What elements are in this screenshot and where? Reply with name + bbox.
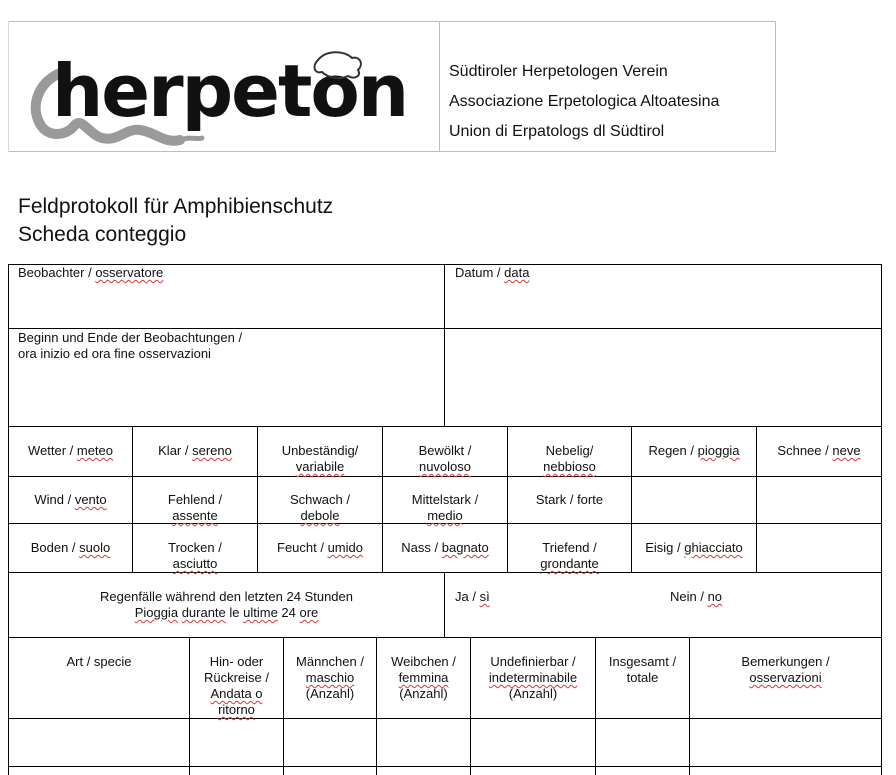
wind-empty-cell-2[interactable] — [757, 477, 881, 523]
wind-option-absent[interactable]: Fehlend / assente — [167, 492, 223, 523]
observer-label-de: Beobachter / — [18, 265, 96, 280]
col-header-undetermined: Undefinierbar / indeterminabile (Anzahl) — [488, 654, 578, 701]
col-header-female: Weibchen / femmina (Anzahl) — [391, 654, 456, 701]
table-row-1-female[interactable] — [377, 719, 470, 766]
ground-empty-cell[interactable] — [757, 524, 881, 572]
col-header-remarks: Bemerkungen / osservazioni — [741, 654, 830, 685]
wind-label: Wind / vento — [34, 492, 107, 507]
snake-tail — [180, 138, 202, 140]
rain24-no-option[interactable]: Nein / no — [670, 589, 723, 604]
header-divider — [439, 21, 440, 152]
col-header-male: Männchen / maschio (Anzahl) — [296, 654, 364, 701]
ground-label: Boden / suolo — [30, 540, 111, 555]
title-line-it: Scheda conteggio — [18, 223, 187, 246]
ground-option-wet[interactable]: Nass / bagnato — [401, 540, 489, 555]
rain24-label-de: Regenfälle während den letzten 24 Stunden — [100, 589, 353, 604]
time-field[interactable] — [18, 330, 242, 362]
weather-option-cloudy[interactable]: Bewölkt / nuvoloso — [418, 443, 472, 474]
title-line-de: Feldprotokoll für Amphibienschutz — [18, 195, 334, 218]
logo-text: herpeton — [52, 49, 408, 133]
weather-option-rain[interactable]: Regen / pioggia — [648, 443, 740, 458]
header-left-edge — [8, 21, 9, 152]
weather-label: Wetter / meteo — [27, 443, 114, 458]
association-name-it: Associazione Erpetologica Altoatesina — [449, 93, 720, 110]
col-header-species: Art / specie — [66, 654, 132, 669]
wind-empty-cell-1[interactable] — [632, 477, 756, 523]
weather-option-clear[interactable]: Klar / sereno — [158, 443, 232, 458]
table-row-1-male[interactable] — [284, 719, 376, 766]
herpeton-logo — [18, 40, 418, 150]
wind-option-medium[interactable]: Mittelstark / medio — [411, 492, 479, 523]
date-label-it: data — [504, 265, 530, 280]
ground-option-damp[interactable]: Feucht / umido — [277, 540, 363, 555]
weather-option-variable[interactable]: Unbeständig/ variabile — [281, 443, 359, 474]
time-label-de: Beginn und Ende der Beobachtungen / — [18, 330, 243, 345]
ground-option-soaked[interactable]: Triefend / grondante — [540, 540, 599, 571]
table-row-1-total[interactable] — [596, 719, 689, 766]
weather-option-snow[interactable]: Schnee / neve — [777, 443, 861, 458]
col-header-total: Insgesamt / totale — [608, 654, 677, 685]
rain24-label-it: Pioggia durante le ultime 24 ore — [134, 605, 319, 620]
table-row-1-remarks[interactable] — [690, 719, 881, 766]
wind-option-weak[interactable]: Schwach / debole — [290, 492, 350, 523]
association-name-lad: Union di Erpatologs dl Südtirol — [449, 123, 665, 140]
page-title — [18, 193, 333, 249]
time-value-field[interactable] — [445, 329, 881, 426]
ground-option-dry[interactable]: Trocken / asciutto — [168, 540, 222, 571]
table-row-1-direction[interactable] — [190, 719, 283, 766]
rain24-yes-option[interactable]: Ja / sì — [455, 589, 490, 604]
association-names — [449, 57, 719, 147]
rain24-label — [9, 589, 444, 621]
wind-option-strong[interactable]: Stark / forte — [535, 492, 604, 507]
association-name-de: Südtiroler Herpetologen Verein — [449, 63, 668, 80]
col-header-direction: Hin- oder Rückreise / Andata o ritorno — [203, 654, 270, 717]
time-label-it: ora inizio ed ora fine osservazioni — [18, 346, 211, 361]
date-field[interactable] — [455, 265, 529, 281]
table-row-1-species[interactable] — [9, 719, 189, 766]
observer-label-it: osservatore — [95, 265, 164, 280]
ground-option-icy[interactable]: Eisig / ghiacciato — [645, 540, 743, 555]
weather-option-foggy[interactable]: Nebelig/ nebbioso — [543, 443, 596, 474]
table-row-1-undetermined[interactable] — [471, 719, 595, 766]
date-label-de: Datum / — [455, 265, 505, 280]
observer-field[interactable] — [18, 265, 163, 281]
